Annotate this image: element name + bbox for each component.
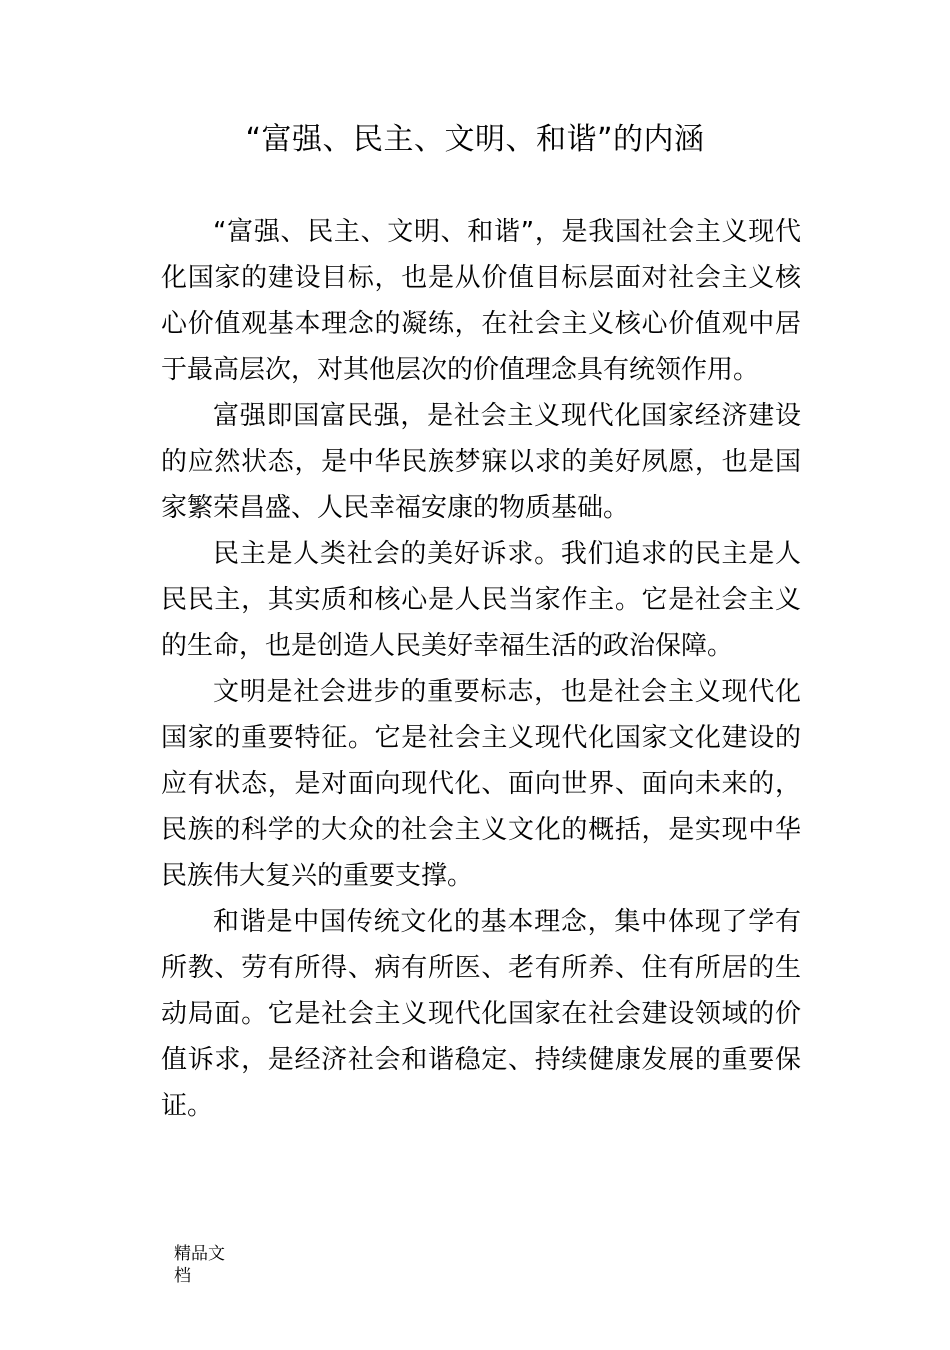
footer-label: 精品文档 — [174, 1244, 225, 1286]
document-body — [161, 209, 801, 1129]
paragraph-democracy: 民主是人类社会的美好诉求。我们追求的民主是人民民主，其实质和核心是人民当家作主。它是社会主义的生命，也是创造人民美好幸福生活的政治保障。 — [161, 539, 801, 661]
paragraph-intro: “富强、民主、文明、和谐”，是我国社会主义现代化国家的建设目标，也是从价值目标层面对社会主义核心价值观基本理念的凝练，在社会主义核心价值观中居于最高层次，对其他层次的价值理念具有统领作用。 — [161, 217, 801, 385]
paragraph-civility: 文明是社会进步的重要标志，也是社会主义现代化国家的重要特征。它是社会主义现代化国家文化建设的应有状态，是对面向现代化、面向世界、面向未来的，民族的科学的大众的社会主义文化的概括，是实现中华民族伟大复兴的重要支撑。 — [161, 677, 801, 891]
paragraph-harmony: 和谐是中国传统文化的基本理念，集中体现了学有所教、劳有所得、病有所医、老有所养、住有所居的生动局面。它是社会主义现代化国家在社会建设领域的价值诉求，是经济社会和谐稳定、持续健康发展的重要保证。 — [161, 907, 801, 1121]
paragraph-prosperity: 富强即国富民强，是社会主义现代化国家经济建设的应然状态，是中华民族梦寐以求的美好夙愿，也是国家繁荣昌盛、人民幸福安康的物质基础。 — [161, 401, 801, 523]
page-title: “富强、民主、文明、和谐”的内涵 — [245, 122, 705, 157]
